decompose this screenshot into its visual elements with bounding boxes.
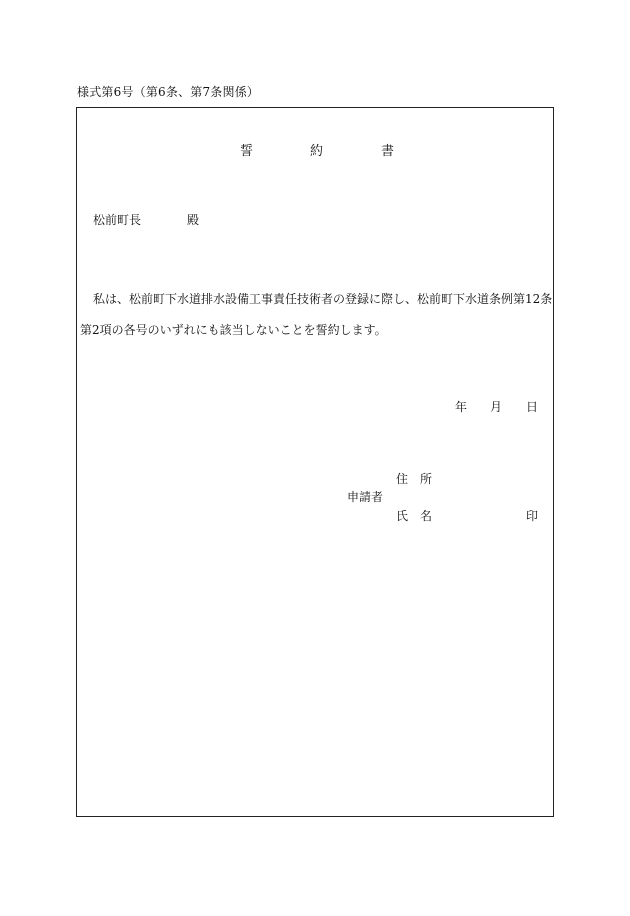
seal-mark: 印 bbox=[526, 509, 539, 523]
title-char-1: 誓 bbox=[240, 144, 254, 159]
document-frame bbox=[76, 107, 554, 817]
date-year: 年 bbox=[455, 400, 468, 414]
pledge-body-line-1: 私は、松前町下水道排水設備工事責任技術者の登録に際し、松前町下水道条例第12条 bbox=[93, 292, 553, 306]
address-label-char-2: 所 bbox=[420, 472, 433, 486]
date-day: 日 bbox=[526, 400, 539, 414]
date-month: 月 bbox=[490, 400, 503, 414]
address-label-char-1: 住 bbox=[396, 472, 409, 486]
honorific: 殿 bbox=[187, 213, 200, 227]
title-char-3: 書 bbox=[381, 144, 395, 159]
name-label-char-1: 氏 bbox=[396, 509, 409, 523]
title-char-2: 約 bbox=[310, 144, 324, 159]
applicant-label: 申請者 bbox=[347, 490, 384, 504]
name-label-char-2: 名 bbox=[420, 509, 433, 523]
form-number-label: 様式第6号（第6条、第7条関係） bbox=[77, 85, 260, 99]
pledge-body-line-2: 第2項の各号のいずれにも該当しないことを誓約します。 bbox=[80, 323, 387, 337]
addressee: 松前町長 bbox=[93, 213, 142, 227]
